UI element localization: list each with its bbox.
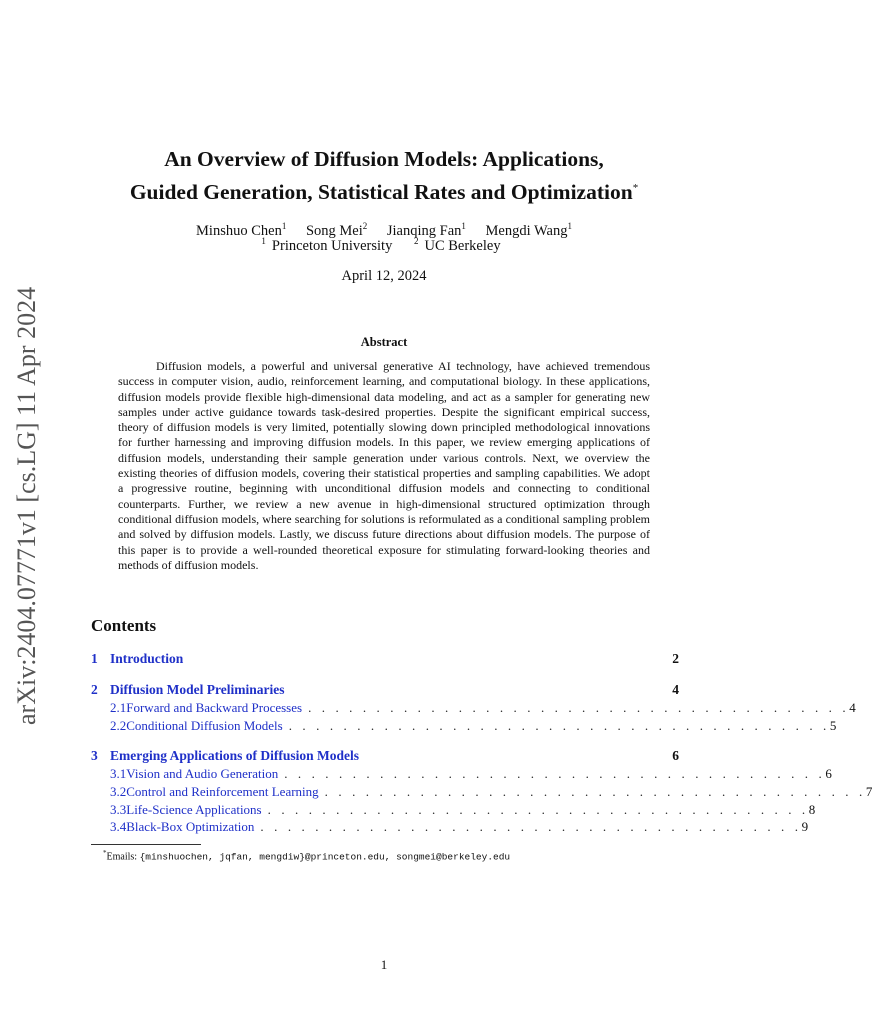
footnote-rule <box>91 844 201 845</box>
toc-section-link[interactable]: Introduction <box>110 651 184 666</box>
author-name: Jianqing Fan <box>386 222 462 239</box>
toc-leader-dots: . . . . . . . . . . . . . . . . . . . . . . . . . . . . . . . . . . . . . . . . <box>284 766 826 782</box>
toc-subsection[interactable] <box>91 818 809 836</box>
abstract-heading: Abstract <box>360 335 408 349</box>
author-affiliation-mark: 1 <box>281 221 287 231</box>
toc-subsection-link[interactable]: Life-Science Applications <box>126 801 262 817</box>
toc-subsection-number[interactable]: 3.1 <box>110 766 127 782</box>
affiliation-mark: 1 <box>261 236 266 246</box>
footnote-emails: {minshuochen, jqfan, mengdiw}@princeton.edu, songmei@berkeley.edu <box>139 851 511 863</box>
arxiv-stamp: arXiv:2404.07771v1 [cs.LG] 11 Apr 2024 <box>12 286 41 725</box>
toc-subsection[interactable] <box>91 717 837 735</box>
page-number: 1 <box>380 957 388 972</box>
toc-section-link[interactable]: Diffusion Model Preliminaries <box>110 682 285 697</box>
toc-page-number: 4 <box>849 700 856 715</box>
toc-section-preliminaries[interactable] <box>91 681 679 699</box>
affiliation-name: UC Berkeley <box>424 237 501 254</box>
toc-page-number: 6 <box>825 766 832 782</box>
publication-date: April 12, 2024 <box>341 268 427 284</box>
toc-page-number: 9 <box>801 819 809 835</box>
footnote <box>103 849 510 862</box>
toc-page-number: 6 <box>672 748 679 764</box>
toc-page-number: 2 <box>672 651 679 666</box>
toc-page-number: 4 <box>672 682 679 697</box>
toc-leader-dots: . . . . . . . . . . . . . . . . . . . . . . . . . . . . . . . . . . . . . . . . <box>308 700 850 715</box>
toc-subsection[interactable] <box>91 783 872 801</box>
toc-subsection-number[interactable]: 3.3 <box>110 801 127 817</box>
footnote-prefix: Emails: <box>106 851 140 863</box>
toc-subsection-link[interactable]: Conditional Diffusion Models <box>126 717 283 733</box>
toc-section-number[interactable]: 2 <box>91 682 98 697</box>
toc-section-link[interactable]: Emerging Applications of Diffusion Models <box>110 748 360 764</box>
toc-page-number: 7 <box>865 784 872 800</box>
toc-subsection-link[interactable]: Forward and Backward Processes <box>126 700 303 715</box>
author-name: Mengdi Wang <box>485 222 568 239</box>
title-line-2-text: Guided Generation, Statistical Rates and Optimization <box>129 180 633 205</box>
toc-subsection-link[interactable]: Vision and Audio Generation <box>126 766 279 782</box>
toc-page-number: 5 <box>829 717 837 733</box>
table-of-contents <box>91 650 872 836</box>
title-line-1: An Overview of Diffusion Models: Applications, <box>164 147 604 171</box>
affiliation-mark: 2 <box>413 236 419 246</box>
toc-section-introduction[interactable] <box>91 650 679 668</box>
toc-leader-dots: . . . . . . . . . . . . . . . . . . . . . . . . . . . . . . . . . . . . . . . . <box>288 717 830 733</box>
toc-section-number[interactable]: 3 <box>91 748 98 764</box>
author-name: Minshuo Chen <box>196 222 282 239</box>
contents-heading: Contents <box>91 616 157 635</box>
toc-subsection-number[interactable]: 3.2 <box>110 784 127 800</box>
author-name: Song Mei <box>305 222 363 239</box>
toc-subsection-number[interactable]: 3.4 <box>110 819 127 835</box>
author-affiliation-mark: 1 <box>567 221 572 231</box>
toc-subsection[interactable] <box>91 765 832 783</box>
toc-subsection[interactable] <box>91 801 816 819</box>
toc-section-applications[interactable] <box>91 747 679 765</box>
toc-subsection-link[interactable]: Black-Box Optimization <box>126 819 255 835</box>
toc-subsection-number[interactable]: 2.2 <box>110 717 127 733</box>
affiliation <box>261 238 398 254</box>
toc-leader-dots: . . . . . . . . . . . . . . . . . . . . . . . . . . . . . . . . . . . . . . . . <box>324 784 866 800</box>
abstract-text: Diffusion models, a powerful and universal generative AI technology, have achieved tremendous success in computer vision, audio, reinforcement learning, and computational biology. In these applications, diffusion models provide flexible high-dimensional data modeling, and act as a sampler for generating new samples under active guidance towards task-desired properties. Despite the significant empirical success, theory of diffusion models is very limited, potentially slowing down principled methodological innovations for further harnessing and improving diffusion models. In this paper, we review emerging applications of diffusion models, understanding their sample generation under various controls. Next, we overview the existing theories of diffusion models, covering their statistical properties and sampling capabilities. We adopt a progressive routine, beginning with unconditional diffusion models and connecting to conditional counterparts. Further, we review a new avenue in high-dimensional structured optimization through conditional diffusion models, where searching for solutions is reformulated as a conditional sampling problem and solved by diffusion models. Lastly, we discuss future directions about diffusion models. The purpose of this paper is to provide a well-rounded theoretical exposure for stimulating forward-looking theories and methods of diffusion models. <box>118 359 650 572</box>
toc-page-number: 8 <box>808 801 816 817</box>
author-affiliation-mark: 2 <box>362 221 368 231</box>
affiliation-name: Princeton University <box>271 237 393 254</box>
toc-subsection-link[interactable]: Control and Reinforcement Learning <box>126 784 319 800</box>
toc-section-number[interactable]: 1 <box>91 651 98 666</box>
toc-leader-dots: . . . . . . . . . . . . . . . . . . . . . . . . . . . . . . . . . . . . . . . . <box>267 801 809 817</box>
affiliation-list <box>60 236 708 255</box>
footnote-mark: * <box>103 849 107 857</box>
paper-title <box>60 145 708 207</box>
toc-subsection[interactable] <box>91 699 856 717</box>
affiliation <box>414 238 507 254</box>
toc-leader-dots: . . . . . . . . . . . . . . . . . . . . . . . . . . . . . . . . . . . . . . . . <box>260 819 802 835</box>
title-line-2 <box>60 174 708 207</box>
toc-subsection-number[interactable]: 2.1 <box>110 700 127 715</box>
title-footnote-mark[interactable]: * <box>632 182 639 194</box>
author-affiliation-mark: 1 <box>461 221 466 231</box>
